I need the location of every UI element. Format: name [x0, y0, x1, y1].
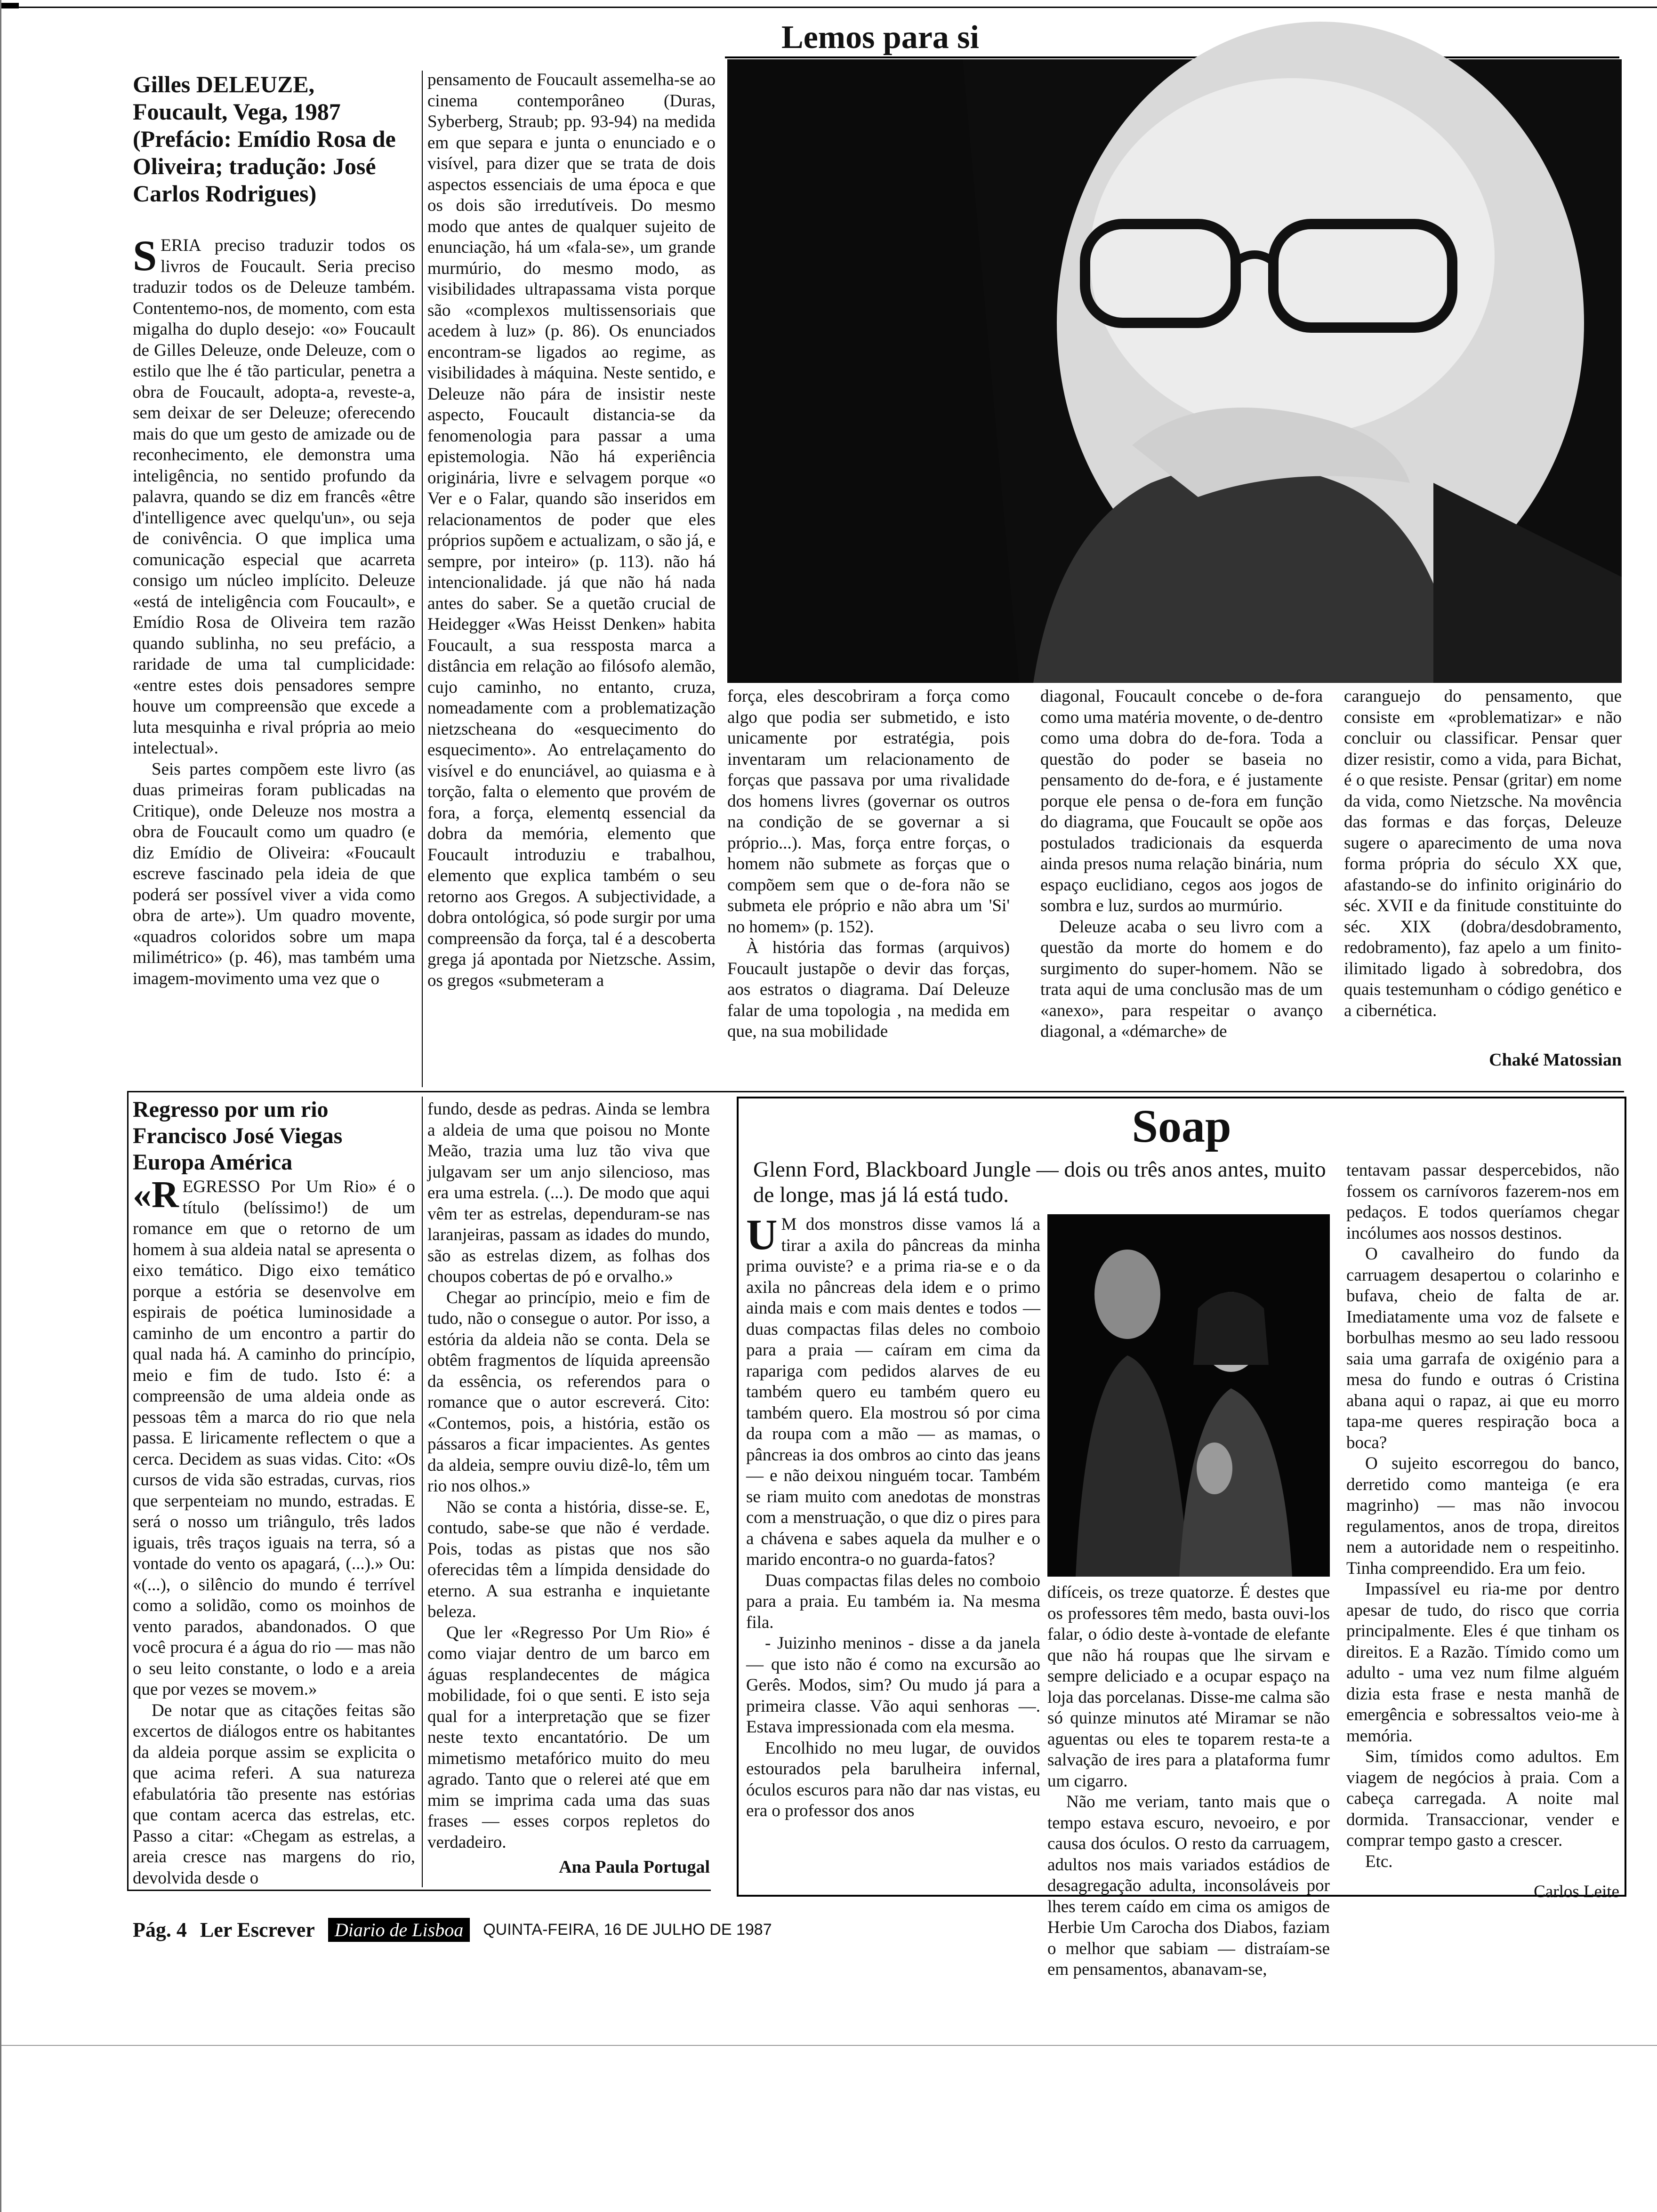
heading-line: Francisco José Viegas — [133, 1123, 343, 1148]
heading-line: Regresso por um rio — [133, 1097, 329, 1122]
dropcap: U — [746, 1210, 778, 1258]
paragraph: ERIA preciso traduzir todos os livros de Foucault. Seria preciso traduzir todos os de Deleuze também. Contentemo-nos, de momento, com esta migalha do duplo desejo: «o» Foucault de Gilles Deleuze, onde Deleuze, com o estilo que lhe é tão particular, penetra a obra de Foucault, adopta-a, reveste-a, sem deixar de ser Deleuze; oferecendo mais do que um gesto de amizade ou de reconhecimento, ele demonstra uma inteligência, no sentido profundo da palavra, quando se diz em francês «être d'intelligence avec quelqu'un», ou seja de conivência. O que implica uma comunicação especial que acarreta consigo um núcleo implícito. Deleuze «está de inteligência com Foucault», e Emídio Rosa de Oliveira tem razão quando sublinha, no seu prefácio, a raridade de uma tal cumplicidade: «entre estes dois pensadores sempre houve um compreensão que excede a luta mesquinha e rival própria ao meio intelectual». — [133, 236, 415, 758]
portrait-illustration — [727, 59, 1622, 683]
regresso-col-2 — [427, 1099, 710, 1852]
byline: Ana Paula Portugal — [559, 1857, 710, 1877]
regresso-col-1 — [133, 1174, 415, 1888]
header-rule — [725, 56, 1619, 58]
heading-line: Oliveira; tradução: José — [133, 153, 376, 179]
section-title: Lemos para si — [781, 19, 979, 56]
soap-subtitle: Glenn Ford, Blackboard Jungle — dois ou três anos antes, muito de longe, mas já lá está tudo. — [753, 1157, 1326, 1207]
paragraph: Encolhido no meu lugar, de ouvidos estourados pela barulheira infernal, óculos escuros para não dar nas vistas, eu era o professor dos anos — [746, 1738, 1040, 1820]
paragraph: pensamento de Foucault assemelha-se ao cinema contemporâneo (Duras, Syberberg, Straub; pp. 93-94) na medida em que separa e junta o enunciado e o visível, para dizer que se trata de dois aspectos essenciais de uma época e que os dois são irredutíveis. Do mesmo modo que antes de qualquer sujeito de enunciação, há um «fala-se», um grande murmúrio, do mesmo modo, as visibilidades ultrapassama vista porque são «complexos multissensoriais que acedem à luz» (p. 86). Os enunciados encontram-se ligados ao regime, as visibilidades à máquina. Neste sentido, e Deleuze não pára de insistir neste aspecto, Foucault distancia-se da fenomenologia para passar a uma epistemologia. Não há experiência originária, livre e selvagem porque «o Ver e o Falar, quando são inseridos em relacionamentos de poder que eles próprios supõem e actualizam, o são já, e sempre, por inteiro» (p. 113). não há intencionalidade. já que não há nada antes do saber. Se a quetão crucial de Heidegger «Was Heisst Denken» habita Foucault, a sua ressposta marca a distância em relação ao filósofo alemão, cujo caminho, no entanto, cruza, nomeadamente com a problematização nietzscheana do «esquecimento do esquecimento». Ao entrelaçamento do visível e do enunciável, ao quiasma e à torção, falta o elemento que provém de fora, a força, elementq essencial da dobra da memória, elemento que Foucault introduziu e trabalhou, elemento que explica também o seu retorno aos Gregos. A subjectividade, a dobra ontológica, só pode surgir por uma compreensão da força, tal é a descoberta grega já apontada por Nietzsche. Assim, os gregos «submeteram a — [427, 70, 716, 990]
deleuze-col-2 — [427, 70, 716, 1087]
foucault-photo — [727, 59, 1622, 683]
heading-line: Gilles DELEUZE, — [133, 71, 315, 97]
film-still-illustration — [1047, 1214, 1330, 1577]
paragraph: Chegar ao princípio, meio e fim de tudo, não o consegue o autor. Por isso, a estória da aldeia não se conta. Dela se obtêm fragmentos de líquida apreensão da essência, os referendos para o romance que o autor escreverá. Cito: «Contemos, pois, a história, estão os pássaros a ficar impacientes. As gentes da aldeia, sempre ouviu dizê-lo, têm um rio nos olhos.» — [427, 1288, 710, 1496]
section-name: Ler Escrever — [200, 1918, 315, 1941]
section-rule — [127, 1091, 1624, 1092]
paragraph: tentavam passar despercebidos, não fossem os carnívoros fazerem-nos em pedaços. E todos queríamos chegar incólumes aos nossos destinos. — [1346, 1161, 1619, 1243]
top-left-mark — [0, 3, 19, 8]
paragraph: À história das formas (arquivos) Foucault justapõe o devir das forças, aos estratos o diagrama. Daí Deleuze falar de uma topologia , na medida em que, na sua mobilidade — [727, 938, 1010, 1041]
byline: Carlos Leite — [1534, 1882, 1619, 1901]
deleuze-heading — [133, 71, 420, 207]
page-number: Pág. 4 — [133, 1918, 187, 1941]
soap-col-2 — [1047, 1582, 1330, 1979]
paragraph: Sim, tímidos como adultos. Em viagem de negócios à praia. Com a cabeça carregada. A noite mal dormida. Transaccionar, vender e comprar tempo gasto a crescer. — [1346, 1747, 1619, 1850]
column-rule — [422, 1097, 423, 1887]
paragraph: M dos monstros disse vamos lá a tirar a axila do pâncreas da minha prima ouviste? e a prima ria-se e o da axila no pâncreas dela idem e o primo ainda mais e com mais dentes e todos — duas compactas filas deles no comboio para a praia — caíram em cima da rapariga com pedidos alarves de eu também quero eu também quero eu também quero. Ela mostrou só por cima da roupa com a mão — as mamas, o pâncreas ia dos ombros ao cinto das jeans — e não deixou ninguém tocar. Também se riam muito com anedotas de monstras com a menstruação, o que diz o pires para a chávena e sabes aquela da mulher e o marido encontra-o no guarda-fatos? — [746, 1215, 1040, 1569]
paragraph: - Juizinho meninos - disse a da janela — que isto não é como na excursão ao Gerês. Modos, sim? Ou mudo já para a primeira classe. Vão aqui senhoras —. Estava impressionada com ela mesma. — [746, 1634, 1040, 1737]
paragraph: O sujeito escorregou do banco, derretido como manteiga (e era magrinho) — mas não invocou regulamentos, anos de tropa, direitos nem a autoridade nem o respeitinho. Tinha compreendido. Era um feio. — [1346, 1454, 1619, 1578]
paragraph: difíceis, os treze quatorze. É destes que os professores têm medo, basta ouvi-los falar, o ódio deste à-vontade de elefante que não há roupas que lhe sirvam e sempre deliciado e a ocupar espaço na loja das porcelanas. Disse-me calma são só quinze minutos até Miramar se não aguentas ou eles te toparem resta-te a salvação de ires para a plataforma fumr um cigarro. — [1047, 1583, 1330, 1791]
paragraph: Impassível eu ria-me por dentro apesar de tudo, do risco que corria principalmente. Eles é que tinham os direitos. E a Razão. Tímido como um adulto - uma vez num filme alguém dizia esta frase e nesta manhã de emergência e sobressaltos veio-me à memória. — [1346, 1579, 1619, 1746]
paragraph: Que ler «Regresso Por Um Rio» é como viajar dentro de um barco em águas resplandecentes de mágica mobilidade, foi o que senti. E isto seja qual for a interpretação que se fizer neste texto encantatório. De um mimetismo metafórico muito do meu agrado. Tanto que o relerei até que em mim se imprima cada uma das suas frases — esses corpos repletos do verdadeiro. — [427, 1623, 710, 1852]
heading-line: Carlos Rodrigues) — [133, 180, 317, 207]
paragraph: fundo, desde as pedras. Ainda se lembra a aldeia de uma que poisou no Monte Meão, trazia uma luz tão viva que julgavam ser um anjo silencioso, mas era uma estrela. (...). De modo que aqui vêm ter as estrelas, dependuram-se nas laranjeiras, passam as idades do mundo, são as estrelas dizem, as folhas dos choupos cobertas de pó e orvalho.» — [427, 1099, 710, 1286]
left-border — [127, 1091, 129, 1891]
regresso-heading — [133, 1097, 415, 1176]
deleuze-col-4 — [1040, 686, 1323, 1087]
scan-left-edge — [0, 0, 1, 2212]
soap-col-1 — [746, 1210, 1040, 1892]
paragraph: Seis partes compõem este livro (as duas primeiras foram publicadas na Critique), onde Deleuze nos mostra a obra de Foucault como um quadro (e diz Emídio de Oliveira: «Foucault escreve fascinado pela ideia de que poderá ser possível viver a vida como obra de arte»). Um quadro movente, «quadros coloridos sobre um mapa milimétrico» (p. 46), mas também uma imagem-movimento uma vez que o — [133, 759, 415, 988]
page-footer — [133, 1915, 1263, 1944]
dropcap: «R — [133, 1174, 179, 1216]
column-rule — [422, 71, 423, 1087]
paragraph: EGRESSO Por Um Rio» é o título (belíssimo!) de um romance em que o retorno de um homem à sua aldeia natal se apresenta o eixo temático. Digo eixo temático porque a estória se desenvolve em espirais de poética luminosidade a caminho de um encontro a partir do qual nada há. A caminho do princípio, meio e fim de tudo. Isto é: a compreensão de uma aldeia onde as pessoas têm a marca do rio que nela passa. E liricamente reflectem o que a cerca. Decidem as suas vidas. Cito: «Os cursos de vida são estradas, curvas, rios que serpenteiam no mundo, estradas. E será o nosso um triângulo, três lados iguais, três traços iguais na terra, só a vontade do vento os apagará, (...).» Ou: «(...), o silêncio do mundo é terrível como a solidão, como os moinhos de vento parados, abandonados. O que você procura é a água do rio — mas não o seu leito constante, o lodo e a areia que por vezes se movem.» — [133, 1177, 415, 1699]
man-face — [1094, 1250, 1160, 1339]
paragraph: De notar que as citações feitas são excertos de diálogos entre os habitantes da aldeia porque assim se explicita o que acima referi. A sua natureza efabulatória tão presente nas estórias que contam acerca das estrelas, etc. Passo a citar: «Chegam as estrelas, a areia cresce nas margens do rio, devolvida desde o — [133, 1700, 415, 1888]
bottom-border — [127, 1890, 711, 1891]
deleuze-col-5 — [1344, 686, 1622, 1044]
issue-date: QUINTA-FEIRA, 16 DE JULHO DE 1987 — [483, 1920, 772, 1939]
heading-line: Foucault, Vega, 1987 — [133, 98, 341, 125]
paragraph: Etc. — [1365, 1851, 1393, 1871]
heading-line: Europa América — [133, 1150, 293, 1175]
scan-edge-rule — [0, 2045, 1657, 2046]
paragraph: Não me veriam, tanto mais que o tempo estava escuro, nevoeiro, e por causa dos óculos. O resto da carruagem, adultos nos mais variados estádios de desagregação adulta, inconsoláveis por lhes terem caído em cima os amigos de Herbie Um Carocha dos Diabos, faziam o melhor que sabiam — distraíam-se em pensamentos, abanavam-se, — [1047, 1792, 1330, 1979]
top-rule — [0, 7, 1657, 8]
film-still — [1047, 1214, 1330, 1577]
byline: Chaké Matossian — [1489, 1050, 1622, 1070]
deleuze-col-3 — [727, 686, 1010, 1087]
soap-title: Soap — [1132, 1100, 1231, 1152]
paragraph: diagonal, Foucault concebe o de-fora como uma matéria movente, o de-dentro como uma dobra do de-fora. Toda a questão do poder se baseia no pensamento do de-fora, e é justamente porque ele pensa o de-fora em função do diagrama, que Foucault se opõe aos postulados tradicionais da esquerda ainda presos numa relação binária, num espaço euclidiano, cegos aos jogos de sombra e luz, surdos ao murmúrio. — [1040, 687, 1323, 915]
paragraph: força, eles descobriram a força como algo que podia ser submetido, e isto unicamente por estratégia, pois inventaram um relacionamento de forças que passava por uma rivalidade dos homens livres (governar os outros na condição de se governar a si próprio...). Mas, força entre forças, o homem não submete as forças que o compõem sem que o de-fora não se submeta ele próprio e não abra um 'Si' no homem» (p. 152). — [727, 687, 1010, 937]
deleuze-col-1 — [133, 232, 415, 1087]
paragraph: Não se conta a história, disse-se. E, contudo, sabe-se que não é verdade. Pois, todas as pistas que nos são oferecidas têm a límpida densidade do eterno. A sua estranha e inquietante beleza. — [427, 1497, 710, 1621]
heading-line: (Prefácio: Emídio Rosa de — [133, 126, 396, 152]
dropcap: S — [133, 232, 157, 280]
paragraph: Deleuze acaba o seu livro com a questão da morte do homem e do surgimento do super-homem. Não se trata aqui de uma conclusão mas de um «anexo», para respeitar o avanço diagonal, a «démarche» de — [1040, 917, 1323, 1041]
paper-logo: Diario de Lisboa — [328, 1918, 470, 1942]
paragraph: caranguejo do pensamento, que consiste em «problematizar» e não concluir ou classificar. Pensar quer dizer resistir, como a vida, para Bichat, é o que resiste. Pensar (gritar) em nome da vida, como Nietzsche. Na movência das formas e das forças, Deleuze sugere o aparecimento de uma nova forma própria do século XX que, afastando-se do infinito originário do séc. XVII e da finitude constituinte do séc. XIX (dobra/desdobramento, redobramento), faz apelo a um finito-ilimitado ligado à sobredobra, dos quais testemunham o código genético e a cibernética. — [1344, 687, 1622, 1020]
soap-col-3 — [1346, 1160, 1619, 1901]
paragraph: Duas compactas filas deles no comboio para a praia. Eu também ia. Na mesma fila. — [746, 1571, 1040, 1632]
paragraph: O cavalheiro do fundo da carruagem desapertou o colarinho e bufava, cheio de falta de ar. Imediatamente uma voz de falsete e borbulhas mesmo ao seu lado ressoou saia uma garrafa de oxigénio para a mesa do fundo e outras ó Cristina abana aqui o rapaz, ai que eu morro tapa-me queres respiração boca a boca? — [1346, 1244, 1619, 1452]
